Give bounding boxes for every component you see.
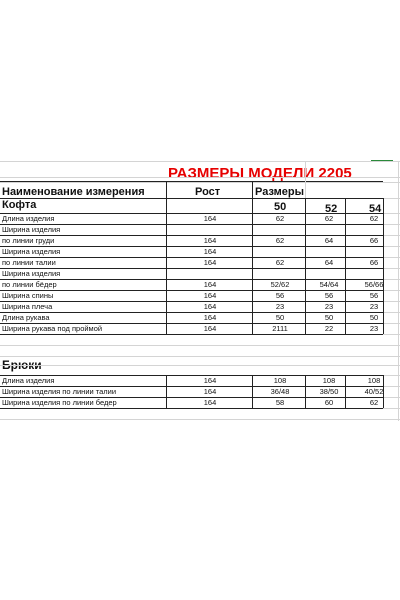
kofta-row-size-54: 23 [369,302,379,311]
table-column-border [345,198,346,334]
grid-line [0,161,400,162]
kofta-row-size-50: 62 [275,214,285,223]
bryuki-row-height: 164 [203,376,217,385]
kofta-row-label: Ширина изделия [2,225,61,234]
kofta-row-size-54: 66 [369,258,379,267]
table-column-border [166,375,167,408]
table-border-line [0,290,383,291]
kofta-row-label: по линии талии [2,258,56,267]
table-column-border [383,198,384,334]
bryuki-row-size-52: 108 [322,376,336,385]
kofta-row-height: 164 [203,324,217,333]
table-column-border [252,375,253,408]
grid-column-line [305,161,306,198]
kofta-row-height: 164 [203,280,217,289]
kofta-row-height: 164 [203,247,217,256]
kofta-row-height: 164 [203,258,217,267]
table-column-border [166,181,167,334]
kofta-row-size-54: 56 [369,291,379,300]
grid-line [0,182,400,183]
table-border-line [0,397,383,398]
kofta-row-size-52: 50 [324,313,334,322]
bryuki-row-size-52: 60 [324,398,334,407]
grid-column-line [398,161,399,421]
table-border-line [0,312,383,313]
table-border-line [0,279,383,280]
table-border-line [0,224,383,225]
kofta-row-label: Ширина изделия [2,247,61,256]
bryuki-row-size-50: 108 [273,376,287,385]
bryuki-row-size-54: 40/52 [364,387,384,396]
kofta-row-size-54: 23 [369,324,379,333]
bryuki-row-label: Ширина изделия по линии бедер [2,398,117,407]
bryuki-row-height: 164 [203,398,217,407]
kofta-row-height: 164 [203,236,217,245]
grid-line [0,365,400,366]
table-border-line [0,386,383,387]
bryuki-row-label: Ширина изделия по линии талии [2,387,117,396]
kofta-row-size-54: 66 [369,236,379,245]
kofta-row-size-52: 62 [324,214,334,223]
table-border-line [0,408,383,409]
bryuki-row-size-50: 36/48 [270,387,290,396]
table-border-line [0,301,383,302]
kofta-row-size-52: 64 [324,236,334,245]
grid-line [0,419,400,420]
kofta-row-size-50: 62 [275,236,285,245]
header-sizes-column: Размеры [255,186,305,198]
table-title: РАЗМЕРЫ МОДЕЛИ 2205 [168,165,352,182]
table-border-line [0,198,383,199]
size-50-header: 50 [274,201,287,213]
table-column-border [252,181,253,334]
kofta-row-label: Ширина рукава под проймой [2,324,103,333]
bryuki-row-size-52: 38/50 [319,387,339,396]
kofta-row-size-50: 52/62 [270,280,290,289]
kofta-row-height: 164 [203,214,217,223]
kofta-row-size-52: 23 [324,302,334,311]
kofta-row-height: 164 [203,313,217,322]
kofta-row-height: 164 [203,291,217,300]
kofta-row-label: по линии бёдер [2,280,57,289]
table-column-border [305,375,306,408]
kofta-row-height: 164 [203,302,217,311]
section-bryuki: Брюки [2,358,42,372]
grid-line [0,356,400,357]
bryuki-row-size-50: 58 [275,398,285,407]
table-border-line [0,235,383,236]
table-border-line [0,181,383,182]
kofta-row-size-50: 23 [275,302,285,311]
bryuki-row-size-54: 62 [369,398,379,407]
header-height-column: Рост [195,186,221,198]
kofta-row-size-52: 64 [324,258,334,267]
table-border-line [0,323,383,324]
kofta-row-size-50: 62 [275,258,285,267]
grid-line [0,345,400,346]
section-kofta: Кофта [2,199,37,211]
table-border-line [0,268,383,269]
kofta-row-size-52: 56 [324,291,334,300]
kofta-row-label: Ширина плеча [2,302,53,311]
table-border-line [0,213,383,214]
bryuki-row-size-54: 108 [367,376,381,385]
size-52-header: 52 [325,203,338,215]
kofta-row-label: Ширина изделия [2,269,61,278]
table-border-line [0,375,383,376]
table-column-border [383,375,384,408]
kofta-row-size-54: 50 [369,313,379,322]
kofta-row-size-50: 56 [275,291,285,300]
grid-line [0,177,400,178]
kofta-row-label: Ширина спины [2,291,54,300]
table-border-line [0,334,383,335]
kofta-row-size-50: 2111 [272,324,288,333]
kofta-row-size-52: 54/64 [319,280,339,289]
kofta-row-size-54: 56/66 [364,280,384,289]
table-column-border [345,375,346,408]
kofta-row-label: Длина рукава [2,313,50,322]
kofta-row-size-50: 50 [275,313,285,322]
size-54-header: 54 [369,203,382,215]
kofta-row-size-52: 22 [324,324,334,333]
table-column-border [305,198,306,334]
table-border-line [0,257,383,258]
table-border-line [0,246,383,247]
kofta-row-size-54: 62 [369,214,379,223]
header-name-column: Наименование измерения [2,186,145,198]
kofta-row-label: по линии груди [2,236,55,245]
bryuki-row-height: 164 [203,387,217,396]
bryuki-row-label: Длина изделия [2,376,55,385]
kofta-row-label: Длина изделия [2,214,55,223]
